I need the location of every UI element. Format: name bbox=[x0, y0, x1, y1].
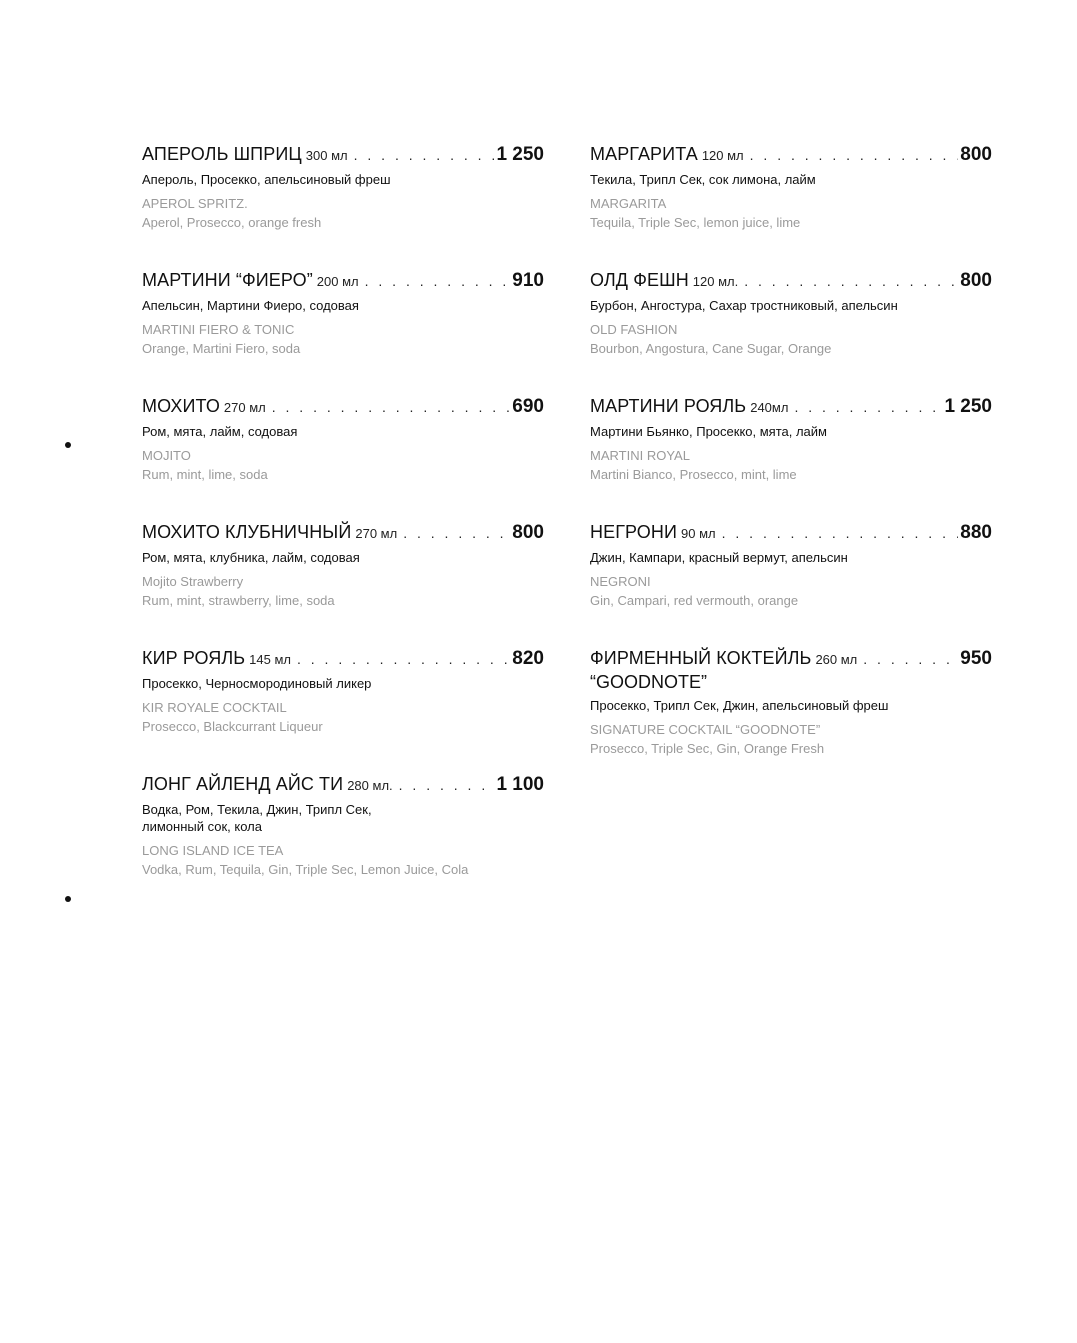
item-price: 1 250 bbox=[496, 144, 544, 165]
leader-dots bbox=[354, 144, 495, 166]
item-price: 880 bbox=[960, 522, 992, 543]
item-price: 910 bbox=[512, 270, 544, 291]
item-description-en: Aperol, Prosecco, orange fresh bbox=[142, 215, 322, 230]
item-description-en: Prosecco, Triple Sec, Gin, Orange Fresh bbox=[590, 741, 825, 756]
item-name-en: OLD FASHION bbox=[590, 322, 678, 337]
item-price: 820 bbox=[512, 648, 544, 669]
item-price: 800 bbox=[512, 522, 544, 543]
item-price: 1 250 bbox=[944, 396, 992, 417]
item-description-ru: Ром, мята, лайм, содовая bbox=[142, 424, 298, 439]
item-description-en: Tequila, Triple Sec, lemon juice, lime bbox=[590, 215, 801, 230]
item-name-en: SIGNATURE COCKTAIL “GOODNOTE” bbox=[590, 722, 821, 737]
menu-item-martini-fiero bbox=[142, 269, 544, 357]
item-heading bbox=[142, 143, 544, 167]
item-description-en: Martini Bianco, Prosecco, mint, lime bbox=[590, 467, 797, 482]
item-description-ru: Мартини Бьянко, Просекко, мята, лайм bbox=[590, 424, 827, 439]
item-name-en: NEGRONI bbox=[590, 574, 651, 589]
leader-dots bbox=[722, 522, 959, 544]
item-heading bbox=[142, 395, 544, 419]
leader-dots bbox=[750, 144, 959, 166]
menu-column-left bbox=[142, 143, 544, 916]
item-heading bbox=[590, 143, 992, 167]
menu-item-old-fashion bbox=[590, 269, 992, 357]
item-volume: 240мл bbox=[750, 400, 789, 415]
item-volume: 280 мл. bbox=[347, 778, 393, 793]
menu-item-aperol-spritz bbox=[142, 143, 544, 231]
leader-dots bbox=[365, 270, 511, 292]
item-description-en: Bourbon, Angostura, Cane Sugar, Orange bbox=[590, 341, 832, 356]
item-volume: 200 мл bbox=[316, 274, 359, 289]
item-name-en: MARTINI ROYAL bbox=[590, 448, 690, 463]
item-name-en: LONG ISLAND ICE TEA bbox=[142, 843, 284, 858]
item-volume: 120 мл bbox=[701, 148, 744, 163]
item-description-ru: Просекко, Черносмородиновый ликер bbox=[142, 676, 372, 691]
item-description-en: Gin, Campari, red vermouth, orange bbox=[590, 593, 799, 608]
item-description-en: Vodka, Rum, Tequila, Gin, Triple Sec, Lemon Juice, Cola bbox=[142, 862, 469, 877]
leader-dots bbox=[403, 522, 510, 544]
item-name-en: Mojito Strawberry bbox=[142, 574, 244, 589]
menu-item-mojito bbox=[142, 395, 544, 483]
item-description-en: Rum, mint, strawberry, lime, soda bbox=[142, 593, 335, 608]
item-name-en: MOJITO bbox=[142, 448, 191, 463]
item-price: 950 bbox=[960, 648, 992, 669]
item-price: 1 100 bbox=[496, 774, 544, 795]
item-description-en: Orange, Martini Fiero, soda bbox=[142, 341, 301, 356]
item-description-ru: Текила, Трипл Сек, сок лимона, лайм bbox=[590, 172, 816, 187]
item-name: ФИРМЕННЫЙ КОКТЕЙЛЬ bbox=[590, 648, 812, 668]
item-volume: 260 мл bbox=[815, 652, 858, 667]
item-name-en: APEROL SPRITZ. bbox=[142, 196, 248, 211]
leader-dots bbox=[863, 648, 958, 670]
menu-item-mojito-strawberry bbox=[142, 521, 544, 609]
menu-item-kir-royale bbox=[142, 647, 544, 735]
item-name: ЛОНГ АЙЛЕНД АЙС ТИ bbox=[142, 774, 344, 794]
leader-dots bbox=[744, 270, 958, 292]
item-name: АПЕРОЛЬ ШПРИЦ bbox=[142, 144, 302, 164]
item-heading bbox=[590, 395, 992, 419]
item-name: КИР РОЯЛЬ bbox=[142, 648, 246, 668]
leader-dots bbox=[297, 648, 510, 670]
bullet-dot bbox=[65, 442, 71, 448]
menu-column-right bbox=[590, 143, 992, 795]
item-volume: 120 мл. bbox=[692, 274, 739, 289]
item-heading-second-line bbox=[590, 671, 992, 693]
item-volume: 270 мл bbox=[223, 400, 266, 415]
item-price: 690 bbox=[512, 396, 544, 417]
item-heading bbox=[142, 647, 544, 671]
item-description-ru: Апероль, Просекко, апельсиновый фреш bbox=[142, 172, 391, 187]
item-heading bbox=[142, 269, 544, 293]
item-volume: 300 мл bbox=[305, 148, 348, 163]
item-name: МАРТИНИ РОЯЛЬ bbox=[590, 396, 747, 416]
item-name: МОХИТО bbox=[142, 396, 220, 416]
item-description-en: Rum, mint, lime, soda bbox=[142, 467, 268, 482]
item-description-ru: Ром, мята, клубника, лайм, содовая bbox=[142, 550, 360, 565]
item-name-line2: “GOODNOTE” bbox=[590, 672, 707, 692]
item-description-ru: Бурбон, Ангостура, Сахар тростниковый, апельсин bbox=[590, 298, 898, 313]
leader-dots bbox=[272, 396, 511, 418]
leader-dots bbox=[399, 774, 495, 796]
menu-item-signature-goodnote bbox=[590, 647, 992, 757]
item-name-en: KIR ROYALE COCKTAIL bbox=[142, 700, 287, 715]
item-price: 800 bbox=[960, 144, 992, 165]
item-heading bbox=[142, 521, 544, 545]
item-description-ru: Просекко, Трипл Сек, Джин, апельсиновый фреш bbox=[590, 698, 889, 713]
item-price: 800 bbox=[960, 270, 992, 291]
item-volume: 270 мл bbox=[355, 526, 398, 541]
item-name: МАРГАРИТА bbox=[590, 144, 698, 164]
item-name: МОХИТО КЛУБНИЧНЫЙ bbox=[142, 522, 352, 542]
item-description-ru: Апельсин, Мартини Фиеро, содовая bbox=[142, 298, 359, 313]
leader-dots bbox=[794, 396, 942, 418]
item-heading bbox=[590, 521, 992, 545]
item-description-ru: Джин, Кампари, красный вермут, апельсин bbox=[590, 550, 848, 565]
menu-item-negroni bbox=[590, 521, 992, 609]
item-name-en: MARGARITA bbox=[590, 196, 667, 211]
item-name: МАРТИНИ “ФИЕРО” bbox=[142, 270, 313, 290]
item-description-en: Prosecco, Blackcurrant Liqueur bbox=[142, 719, 323, 734]
menu-item-martini-royal bbox=[590, 395, 992, 483]
menu-item-long-island bbox=[142, 773, 544, 878]
item-description-ru: Водка, Ром, Текила, Джин, Трипл Сек, лимонный сок, кола bbox=[142, 802, 372, 834]
item-name-en: MARTINI FIERO & TONIC bbox=[142, 322, 295, 337]
item-heading bbox=[590, 269, 992, 293]
item-heading bbox=[142, 773, 544, 797]
item-volume: 145 мл bbox=[249, 652, 291, 667]
item-heading bbox=[590, 647, 992, 671]
menu-item-margarita bbox=[590, 143, 992, 231]
item-name: НЕГРОНИ bbox=[590, 522, 677, 542]
bullet-dot bbox=[65, 896, 71, 902]
item-volume: 90 мл bbox=[681, 526, 716, 541]
item-name: ОЛД ФЕШН bbox=[590, 270, 689, 290]
